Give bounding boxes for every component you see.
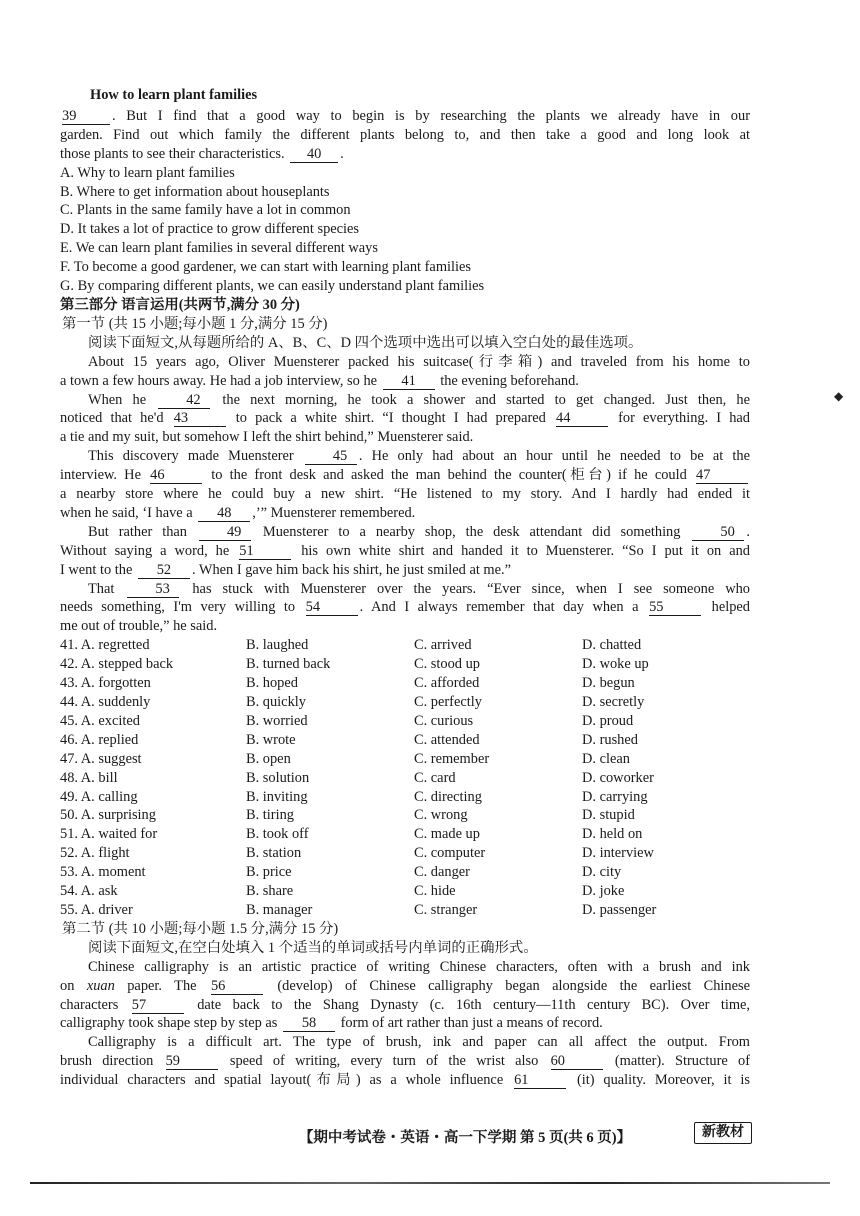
passage-line: [60, 409, 750, 428]
choice-option: C. attended: [414, 731, 480, 748]
choice-row: [60, 844, 750, 863]
choice-option: D. coworker: [582, 769, 654, 786]
text-segment: .: [746, 523, 751, 540]
choice-option: B. worried: [246, 712, 308, 729]
text-segment: characters: [60, 996, 130, 1013]
choice-row: [60, 882, 750, 901]
blank-51: 51: [239, 544, 291, 560]
choice-option: D. chatted: [582, 637, 642, 654]
choice-option: D. joke: [582, 883, 625, 900]
bottom-divider: [30, 1182, 830, 1184]
text-segment: Without saying a word, he: [60, 542, 238, 559]
part3-header: 第三部分 语言运用(共两节,满分 30 分): [60, 296, 300, 313]
choice-option: C. stood up: [414, 656, 480, 673]
choice-option: C. wrong: [414, 807, 468, 824]
choice-option: C. made up: [414, 826, 480, 843]
choice-row: [60, 901, 750, 920]
blank-44: 44: [556, 411, 608, 427]
reading-option: A. Why to learn plant families: [60, 164, 235, 181]
choice-row: [60, 750, 750, 769]
text-segment: But rather than: [88, 523, 197, 540]
text-segment: Calligraphy is a difficult art. The type of brush, ink and paper can all affect the output. From: [88, 1034, 750, 1051]
passage-line: [60, 353, 750, 372]
text-segment: When he: [88, 391, 157, 408]
blank-52: 52: [138, 563, 190, 579]
text-segment: me out of trouble,” he said.: [60, 618, 218, 635]
passage-line: [60, 145, 750, 164]
text-segment: needs something, I'm very willing to: [60, 599, 304, 616]
blank-43: 43: [174, 411, 226, 427]
choice-option: 47. A. suggest: [60, 750, 142, 767]
blank-53: 53: [127, 582, 179, 598]
choice-option: C. stranger: [414, 901, 478, 918]
choice-option: B. open: [246, 750, 291, 767]
passage-line: [60, 561, 750, 580]
text-segment: a tie and my suit, but somehow I left the shirt behind,” Muensterer said.: [60, 429, 474, 446]
choice-option: 43. A. forgotten: [60, 675, 151, 692]
passage-line: [60, 542, 750, 561]
text-segment: helped: [703, 599, 750, 616]
reading-option: E. We can learn plant families in several different ways: [60, 240, 378, 257]
choice-row: [60, 655, 750, 674]
text-segment: . And I always remember that day when a: [359, 599, 648, 616]
blank-60: 60: [551, 1054, 603, 1070]
blank-40: 40: [290, 147, 338, 163]
choice-option: D. proud: [582, 712, 634, 729]
text-segment: About 15 years ago, Oliver Muensterer packed his suitcase(行李箱) and traveled from his home to: [88, 353, 750, 370]
text-segment: (develop) of Chinese calligraphy began alongside the earliest Chinese: [264, 977, 751, 994]
text-segment: brush direction: [60, 1053, 164, 1070]
text-segment: .: [340, 145, 344, 162]
blank-41: 41: [383, 374, 435, 390]
reading-option: G. By comparing different plants, we can easily understand plant families: [60, 278, 485, 295]
reading-option: C. Plants in the same family have a lot in common: [60, 202, 351, 219]
blank-47: 47: [696, 468, 748, 484]
choice-option: 52. A. flight: [60, 845, 130, 862]
choice-option: D. passenger: [582, 901, 657, 918]
choice-option: D. carrying: [582, 788, 648, 805]
choice-option: D. woke up: [582, 656, 649, 673]
choice-option: 51. A. waited for: [60, 826, 158, 843]
text-segment: That: [88, 580, 126, 597]
choice-option: C. curious: [414, 712, 474, 729]
text-segment: . But I find that a good way to begin is by researching the plants we already have in our: [112, 107, 750, 124]
choice-option: B. took off: [246, 826, 309, 843]
text-segment: for everything. I had: [610, 410, 750, 427]
text-segment: noticed that he'd: [60, 410, 172, 427]
choice-option: C. computer: [414, 845, 486, 862]
passage-line: [60, 580, 750, 599]
text-segment: This discovery made Muensterer: [88, 448, 303, 465]
blank-58: 58: [283, 1016, 335, 1032]
reading-option: F. To become a good gardener, we can start with learning plant families: [60, 259, 471, 276]
blank-56: 56: [211, 979, 263, 995]
text-segment: a nearby store where he could buy a new shirt. “He listened to my story. And I hardly had ended it: [60, 486, 750, 503]
blank-42: 42: [158, 393, 210, 409]
blank-50: 50: [692, 525, 744, 541]
text-segment: the next morning, he took a shower and started to get changed. Just then, he: [212, 391, 750, 408]
choice-option: 48. A. bill: [60, 769, 118, 786]
choice-option: C. remember: [414, 750, 490, 767]
text-segment: individual characters and spatial layout(布局) as a whole influence: [60, 1072, 513, 1089]
choice-option: 53. A. moment: [60, 864, 146, 881]
blank-46: 46: [150, 468, 202, 484]
passage-line: [60, 466, 750, 485]
passage-line: [60, 447, 750, 466]
choice-option: C. directing: [414, 788, 482, 805]
choice-option: B. solution: [246, 769, 310, 786]
passage-line: [60, 372, 750, 391]
choice-row: [60, 712, 750, 731]
choice-option: B. laughed: [246, 637, 309, 654]
choice-option: B. station: [246, 845, 302, 862]
choice-option: C. card: [414, 769, 456, 786]
text-segment: date back to the Shang Dynasty (c. 16th century—11th century BC). Over time,: [185, 996, 750, 1013]
passage-line: [60, 598, 750, 617]
passage-line: [60, 958, 750, 977]
choice-row: [60, 863, 750, 882]
passage-line: [60, 1052, 750, 1071]
blank-45: 45: [305, 449, 357, 465]
choice-option: B. quickly: [246, 694, 306, 710]
text-segment: has stuck with Muensterer over the years. “Ever since, when I see someone who: [181, 580, 750, 597]
choice-option: C. danger: [414, 864, 470, 881]
choice-option: B. share: [246, 883, 294, 900]
choice-option: B. manager: [246, 901, 313, 918]
blank-49: 49: [199, 525, 251, 541]
margin-mark: ◆: [834, 389, 844, 403]
text-segment: a town a few hours away. He had a job interview, so he: [60, 372, 381, 389]
choice-option: 44. A. suddenly: [60, 694, 151, 710]
choice-option: 42. A. stepped back: [60, 656, 174, 673]
section1-header: 第一节 (共 15 小题;每小题 1 分,满分 15 分): [62, 315, 328, 332]
reading-option: D. It takes a lot of practice to grow different species: [60, 221, 360, 238]
italic-term: xuan: [86, 977, 115, 994]
choice-option: D. rushed: [582, 731, 638, 748]
text-segment: . He only had about an hour until he needed to be at the: [358, 448, 750, 465]
choice-row: [60, 674, 750, 693]
new-textbook-tag: 新教材: [694, 1122, 752, 1144]
reading-option: B. Where to get information about houseplants: [60, 183, 330, 200]
choice-row: [60, 731, 750, 750]
choice-option: D. secretly: [582, 694, 645, 710]
choice-option: B. inviting: [246, 788, 308, 805]
passage-line: [60, 523, 750, 542]
passage-line: [60, 485, 750, 504]
blank-61: 61: [514, 1073, 566, 1089]
blank-48: 48: [198, 506, 250, 522]
choice-option: D. interview: [582, 845, 654, 862]
passage-line: [60, 1033, 750, 1052]
choice-row: [60, 769, 750, 788]
exam-page: [60, 86, 750, 1090]
choice-option: D. city: [582, 864, 622, 881]
cloze-choices: [60, 636, 750, 920]
blank-39: 39: [62, 109, 110, 125]
choice-option: B. wrote: [246, 731, 296, 748]
passage-line: [60, 1071, 750, 1090]
passage-line: [60, 126, 750, 145]
text-segment: to the front desk and asked the man behind the counter(柜台) if he could: [204, 467, 694, 484]
text-segment: ,’” Muensterer remembered.: [252, 504, 416, 521]
choice-option: B. tiring: [246, 807, 294, 824]
passage-line: [60, 107, 750, 126]
text-segment: to pack a white shirt. “I thought I had prepared: [227, 410, 555, 427]
text-segment: on: [60, 977, 87, 994]
text-segment: form of art rather than just a means of record.: [337, 1015, 603, 1032]
choice-row: [60, 825, 750, 844]
text-segment: calligraphy took shape step by step as: [60, 1015, 282, 1032]
choice-option: 41. A. regretted: [60, 637, 150, 654]
choice-option: C. afforded: [414, 675, 480, 692]
choice-row: [60, 806, 750, 825]
text-segment: those plants to see their characteristics.: [60, 145, 289, 162]
reading-paragraph: [60, 107, 750, 164]
blank-57: 57: [132, 998, 184, 1014]
text-segment: garden. Find out which family the different plants belong to, and then take a good and long look at: [60, 126, 750, 143]
choice-option: 55. A. driver: [60, 901, 133, 918]
text-segment: (matter). Structure of: [604, 1053, 750, 1070]
choice-option: 50. A. surprising: [60, 807, 156, 824]
passage-line: [60, 391, 750, 410]
choice-row: [60, 693, 750, 712]
choice-option: D. begun: [582, 675, 635, 692]
passage-line: [60, 504, 750, 523]
choice-option: D. clean: [582, 750, 630, 767]
grammar-passage: [60, 958, 750, 1090]
passage-line: [60, 977, 750, 996]
choice-option: 46. A. replied: [60, 731, 139, 748]
passage-line: [60, 1014, 750, 1033]
section2-header: 第二节 (共 10 小题;每小题 1.5 分,满分 15 分): [62, 920, 339, 937]
section1-instruction: 阅读下面短文,从每题所给的 A、B、C、D 四个选项中选出可以填入空白处的最佳选项。: [88, 334, 643, 351]
text-segment: Muensterer to a nearby shop, the desk attendant did something: [252, 523, 691, 540]
text-segment: the evening beforehand.: [436, 372, 579, 389]
text-segment: Chinese calligraphy is an artistic practice of writing Chinese characters, often with a brush and ink: [88, 958, 750, 975]
passage-line: [60, 617, 750, 636]
choice-option: C. hide: [414, 883, 456, 900]
choice-option: B. turned back: [246, 656, 331, 673]
blank-59: 59: [166, 1054, 218, 1070]
text-segment: paper. The: [114, 977, 209, 994]
reading-title: How to learn plant families: [90, 87, 258, 103]
choice-option: D. held on: [582, 826, 643, 843]
choice-option: B. price: [246, 864, 292, 881]
text-segment: (it) quality. Moreover, it is: [568, 1072, 750, 1089]
text-segment: interview. He: [60, 467, 149, 484]
choice-row: [60, 636, 750, 655]
choice-option: C. arrived: [414, 637, 472, 654]
text-segment: when he said, ‘I have a: [60, 504, 197, 521]
passage-line: [60, 428, 750, 447]
choice-option: D. stupid: [582, 807, 635, 824]
text-segment: speed of writing, every turn of the wrist also: [219, 1053, 549, 1070]
blank-54: 54: [306, 600, 358, 616]
text-segment: . When I gave him back his shirt, he just smiled at me.”: [191, 561, 511, 578]
choice-option: 54. A. ask: [60, 883, 118, 900]
footer-text: 【期中考试卷・英语・高一下学期 第 5 页(共 6 页)】: [298, 1130, 632, 1146]
reading-options: [60, 164, 750, 296]
choice-option: C. perfectly: [414, 694, 482, 710]
text-segment: his own white shirt and handed it to Muensterer. “So I put it on and: [293, 542, 750, 559]
cloze-passage: [60, 353, 750, 637]
blank-55: 55: [649, 600, 701, 616]
choice-option: 45. A. excited: [60, 712, 140, 729]
text-segment: I went to the: [60, 561, 136, 578]
section2-instruction: 阅读下面短文,在空白处填入 1 个适当的单词或括号内单词的正确形式。: [88, 939, 538, 956]
choice-row: [60, 788, 750, 807]
choice-option: 49. A. calling: [60, 788, 138, 805]
passage-line: [60, 996, 750, 1015]
choice-option: B. hoped: [246, 675, 298, 692]
